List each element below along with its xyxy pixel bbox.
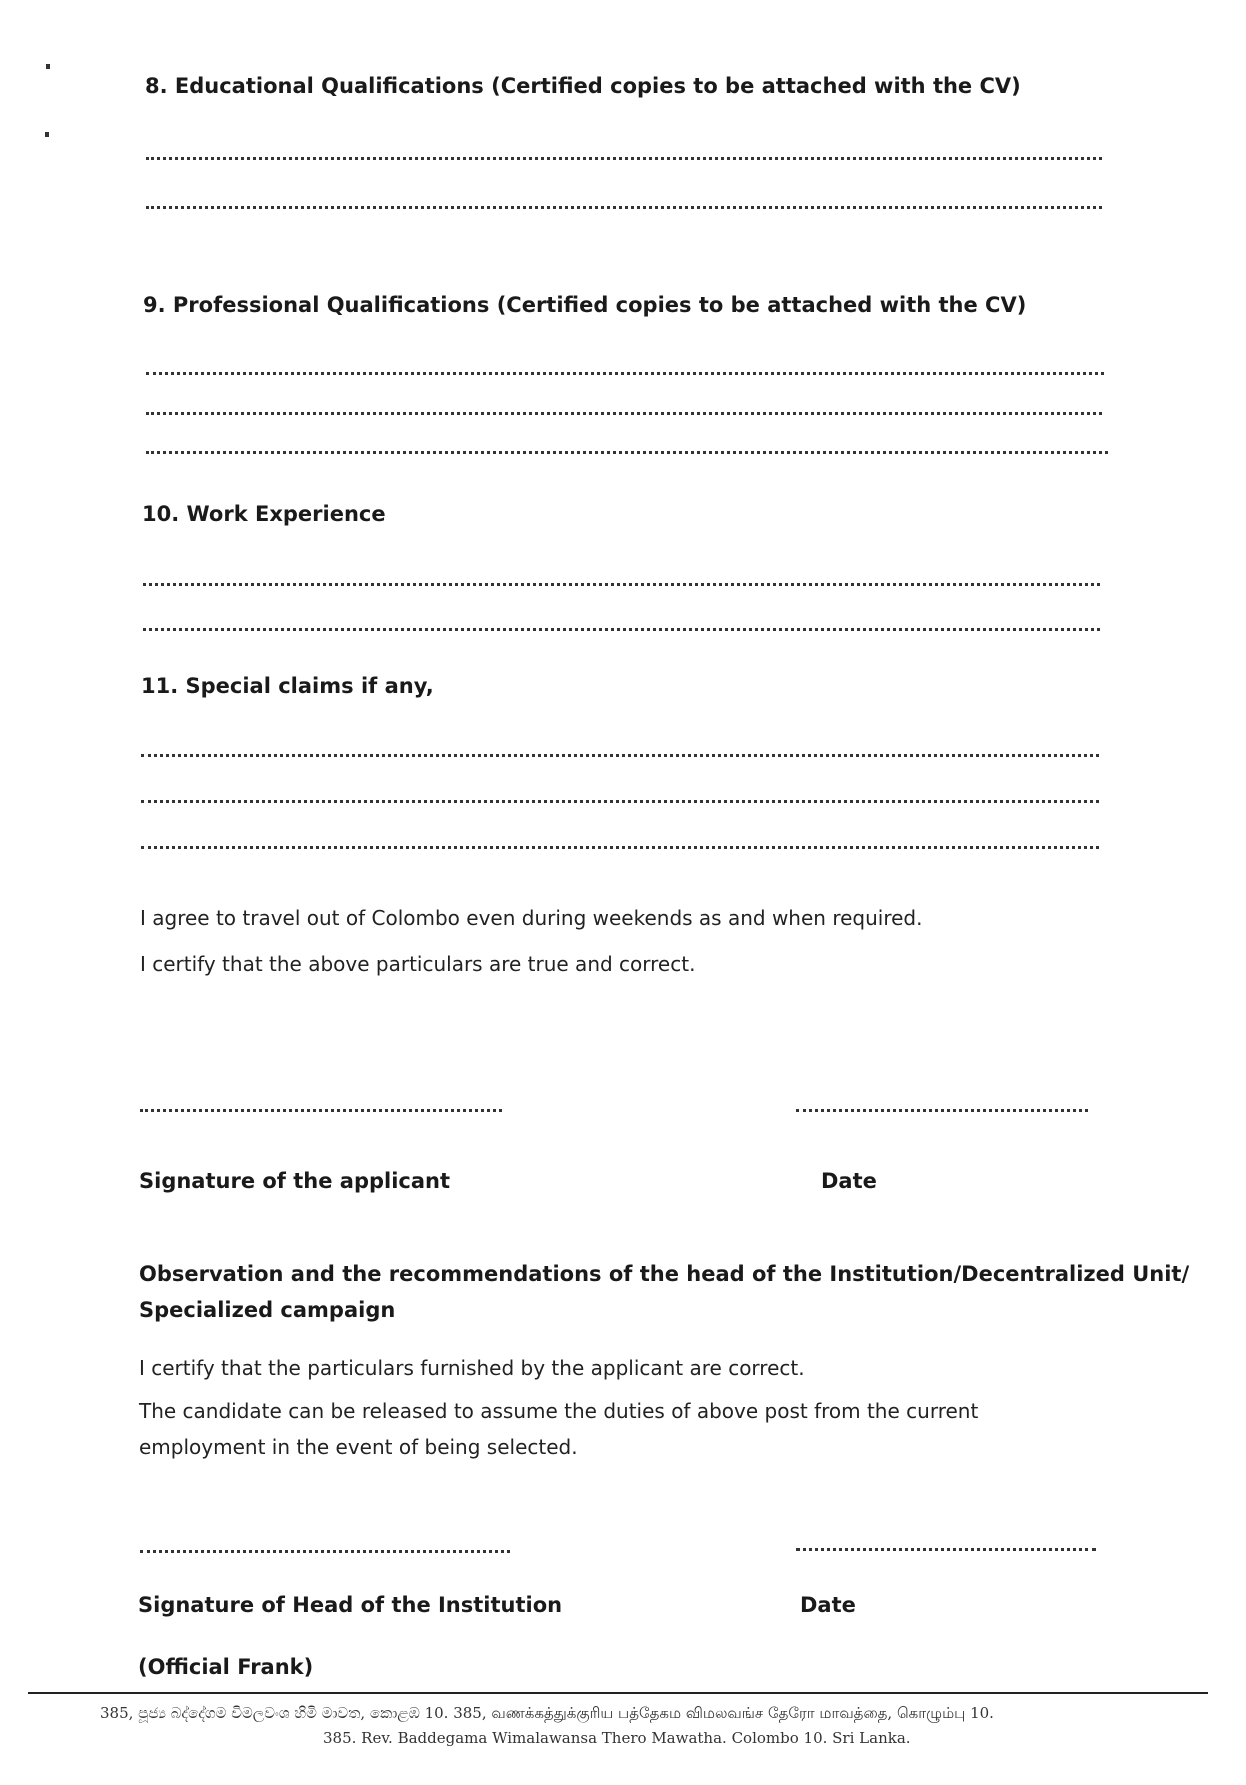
section-9-title: 9. Professional Qualifications (Certified copies to be attached with the CV) xyxy=(143,293,1027,317)
footer-address-line: 385, පූජ්‍ය බද්දේගම විමලවංශ හිමි මාවත, කොළඹ 10. 385, வணக்கத்துக்குரிய பத்தேகம விமலவங்ச தேரோ மாவத்தை, கொழும்பு 10. xyxy=(100,1704,994,1722)
margin-mark xyxy=(45,132,49,137)
section-11-title: 11. Special claims if any, xyxy=(141,674,434,698)
applicant-date-line[interactable] xyxy=(796,1109,1088,1112)
margin-mark xyxy=(46,64,50,69)
fill-line[interactable] xyxy=(146,451,1108,454)
certify-declaration: I certify that the above particulars are true and correct. xyxy=(140,952,696,976)
applicant-date-label: Date xyxy=(821,1169,877,1193)
applicant-signature-line[interactable] xyxy=(140,1109,502,1112)
fill-line[interactable] xyxy=(141,754,1099,757)
observation-certify: I certify that the particulars furnished by the applicant are correct. xyxy=(139,1356,805,1380)
fill-line[interactable] xyxy=(146,412,1102,415)
section-10-title: 10. Work Experience xyxy=(142,502,386,526)
footer-address-line: 385. Rev. Baddegama Wimalawansa Thero Mawatha. Colombo 10. Sri Lanka. xyxy=(323,1729,911,1747)
fill-line[interactable] xyxy=(141,846,1099,849)
official-frank-label: (Official Frank) xyxy=(138,1655,314,1679)
head-signature-line[interactable] xyxy=(140,1550,510,1553)
footer-rule xyxy=(28,1692,1208,1694)
fill-line[interactable] xyxy=(146,206,1102,209)
fill-line[interactable] xyxy=(143,628,1100,631)
observation-release: The candidate can be released to assume the duties of above post from the current xyxy=(139,1399,979,1423)
observation-release: employment in the event of being selected. xyxy=(139,1435,578,1459)
section-8-title: 8. Educational Qualifications (Certified copies to be attached with the CV) xyxy=(145,74,1021,98)
observation-heading: Observation and the recommendations of the head of the Institution/Decentralized Unit/ xyxy=(139,1262,1190,1286)
observation-heading: Specialized campaign xyxy=(139,1298,396,1322)
fill-line[interactable] xyxy=(146,157,1102,160)
head-date-line[interactable] xyxy=(796,1548,1096,1551)
fill-line[interactable] xyxy=(141,800,1099,803)
travel-declaration: I agree to travel out of Colombo even during weekends as and when required. xyxy=(140,906,923,930)
head-date-label: Date xyxy=(800,1593,856,1617)
applicant-signature-label: Signature of the applicant xyxy=(139,1169,451,1193)
head-signature-label: Signature of Head of the Institution xyxy=(138,1593,563,1617)
fill-line[interactable] xyxy=(143,583,1100,586)
fill-line[interactable] xyxy=(146,372,1104,375)
